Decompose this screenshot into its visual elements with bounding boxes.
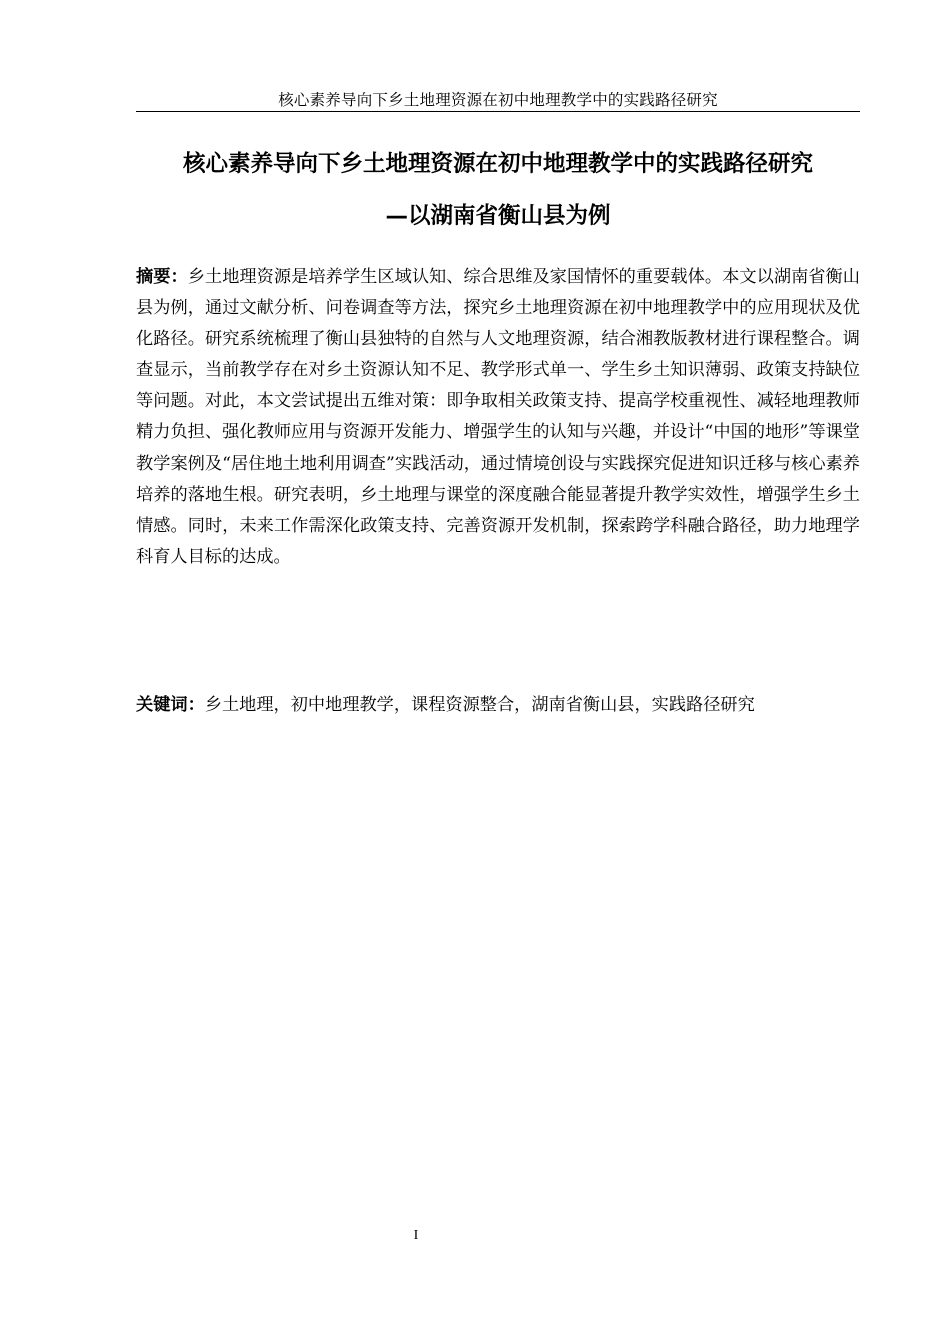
paper-title: 核心素养导向下乡土地理资源在初中地理教学中的实践路径研究 bbox=[182, 151, 813, 177]
abstract-section bbox=[136, 262, 860, 573]
header-divider bbox=[136, 111, 860, 112]
abstract-label: 摘要： bbox=[136, 267, 188, 287]
paper-subtitle: —以湖南省衡山县为例 bbox=[385, 203, 611, 229]
abstract-text: 乡土地理资源是培养学生区域认知、综合思维及家国情怀的重要载体。本文以湖南省衡山县为例，通过文献分析、问卷调查等方法，探究乡土地理资源在初中地理教学中的应用现状及优化路径。研究系统梳理了衡山县独特的自然与人文地理资源，结合湘教版教材进行课程整合。调查显示，当前教学存在对乡土资源认知不足、教学形式单一、学生乡土知识薄弱、政策支持缺位等问题。对此，本文尝试提出五维对策：即争取相关政策支持、提高学校重视性、减轻地理教师精力负担、强化教师应用与资源开发能力、增强学生的认知与兴趣，并设计“中国的地形”等课堂教学案例及“居住地土地利用调查”实践活动，通过情境创设与实践探究促进知识迁移与核心素养培养的落地生根。研究表明，乡土地理与课堂的深度融合能显著提升教学实效性，增强学生乡土情感。同时，未来工作需深化政策支持、完善资源开发机制，探索跨学科融合路径，助力地理学科育人目标的达成。 bbox=[136, 267, 860, 567]
keywords-section bbox=[136, 690, 860, 721]
keywords-label: 关键词： bbox=[136, 695, 205, 715]
running-header: 核心素养导向下乡土地理资源在初中地理教学中的实践路径研究 bbox=[278, 91, 718, 109]
keywords-text: 乡土地理，初中地理教学，课程资源整合，湖南省衡山县，实践路径研究 bbox=[204, 695, 755, 715]
page-number: I bbox=[413, 1228, 419, 1243]
